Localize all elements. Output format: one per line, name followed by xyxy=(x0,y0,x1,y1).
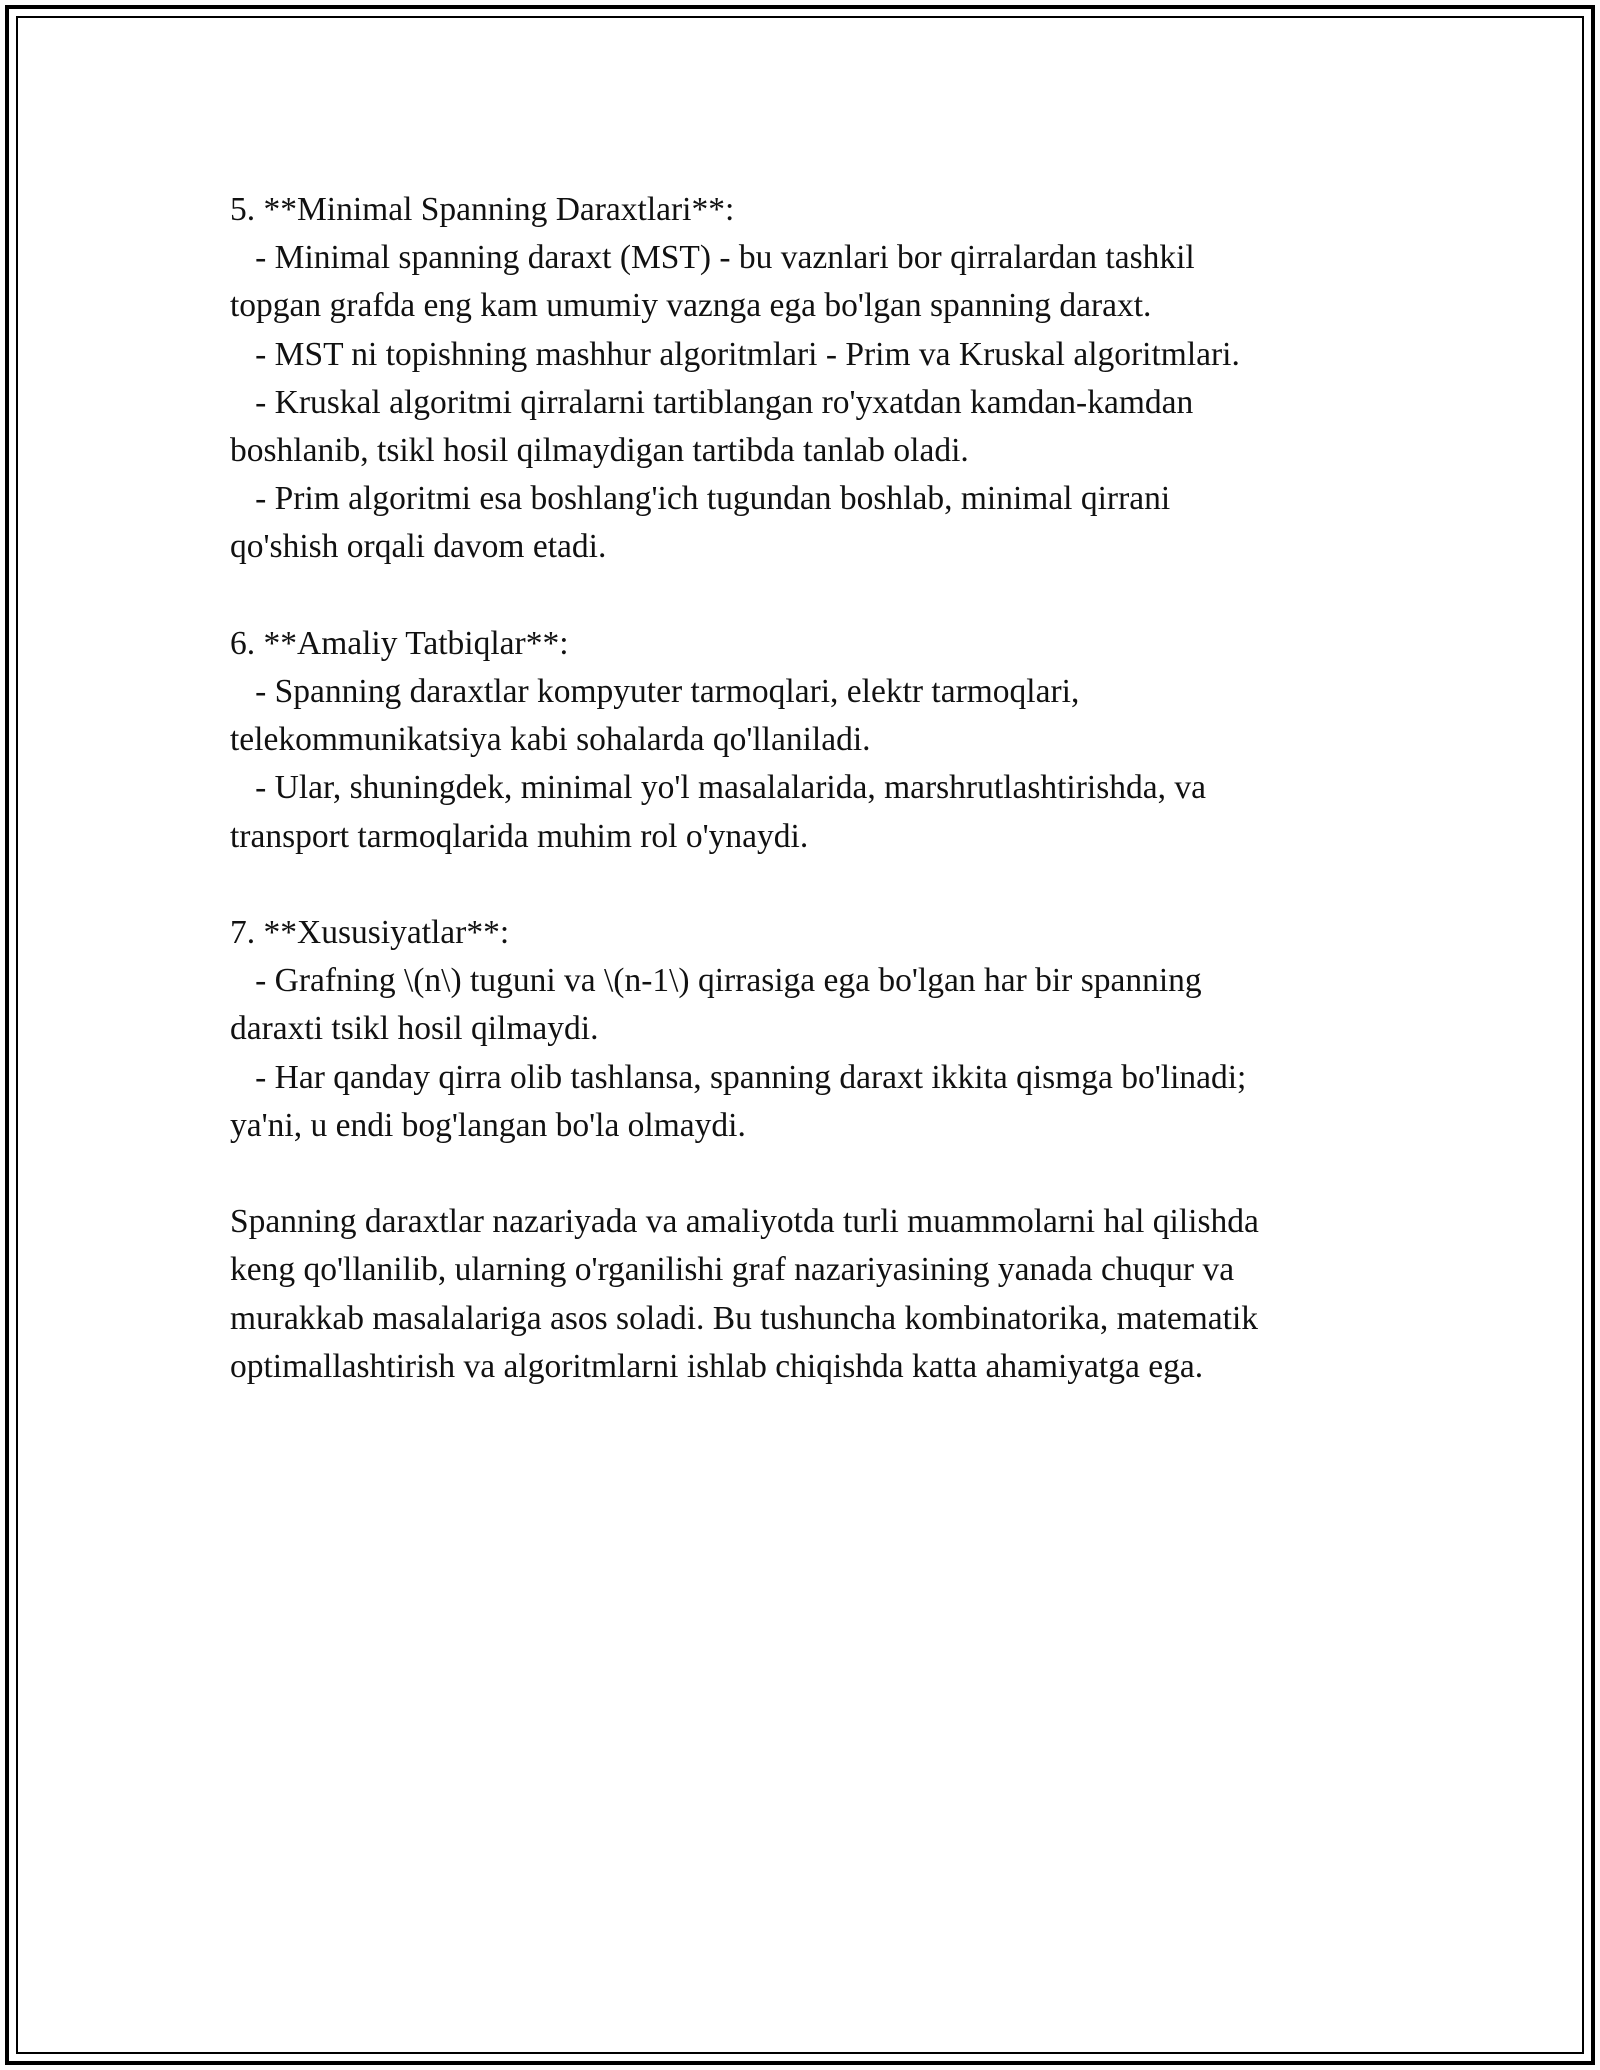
text-line: - Prim algoritmi esa boshlang'ich tugundan boshlab, minimal qirrani xyxy=(230,480,1171,518)
text-line: qo'shish orqali davom etadi. xyxy=(230,528,607,566)
section-5 xyxy=(230,186,1390,572)
text-line: murakkab masalalariga asos soladi. Bu tushuncha kombinatorika, matematik xyxy=(230,1299,1258,1337)
section-heading: 7. **Xususiyatlar**: xyxy=(230,914,510,952)
text-line: telekommunikatsiya kabi sohalarda qo'llaniladi. xyxy=(230,721,871,759)
paragraph-spacer xyxy=(230,1150,1390,1198)
text-line: - Minimal spanning daraxt (MST) - bu vaznlari bor qirralardan tashkil xyxy=(230,239,1195,277)
text-line: Spanning daraxtlar nazariyada va amaliyotda turli muammolarni hal qilishda xyxy=(230,1203,1259,1241)
section-heading: 5. **Minimal Spanning Daraxtlari**: xyxy=(230,191,735,228)
document-body xyxy=(230,186,1390,1391)
section-heading: 6. **Amaliy Tatbiqlar**: xyxy=(230,624,569,662)
text-line: boshlanib, tsikl hosil qilmaydigan tartibda tanlab oladi. xyxy=(230,432,969,470)
text-line: - Ular, shuningdek, minimal yo'l masalalarida, marshrutlashtirishda, va xyxy=(230,769,1206,807)
text-line: daraxti tsikl hosil qilmaydi. xyxy=(230,1010,599,1048)
text-line: ya'ni, u endi bog'langan bo'la olmaydi. xyxy=(230,1106,746,1144)
text-line: keng qo'llanilib, ularning o'rganilishi graf nazariyasining yanada chuqur va xyxy=(230,1251,1235,1289)
paragraph-spacer xyxy=(230,572,1390,620)
text-line: - MST ni topishning mashhur algoritmlari - Prim va Kruskal algoritmlari. xyxy=(230,335,1240,373)
text-line: - Grafning \(n\) tuguni va \(n-1\) qirrasiga ega bo'lgan har bir spanning xyxy=(230,962,1202,1000)
paragraph-spacer xyxy=(230,861,1390,909)
section-7 xyxy=(230,909,1390,1150)
text-line: - Har qanday qirra olib tashlansa, spanning daraxt ikkita qismga bo'linadi; xyxy=(230,1058,1247,1096)
text-line: transport tarmoqlarida muhim rol o'ynaydi. xyxy=(230,817,809,855)
section-6 xyxy=(230,620,1390,861)
conclusion-paragraph xyxy=(230,1198,1390,1391)
text-line: topgan grafda eng kam umumiy vaznga ega bo'lgan spanning daraxt. xyxy=(230,287,1152,325)
text-line: - Spanning daraxtlar kompyuter tarmoqlari, elektr tarmoqlari, xyxy=(230,673,1080,711)
text-line: - Kruskal algoritmi qirralarni tartiblangan ro'yxatdan kamdan-kamdan xyxy=(230,383,1194,421)
text-line: optimallashtirish va algoritmlarni ishlab chiqishda katta ahamiyatga ega. xyxy=(230,1347,1204,1385)
